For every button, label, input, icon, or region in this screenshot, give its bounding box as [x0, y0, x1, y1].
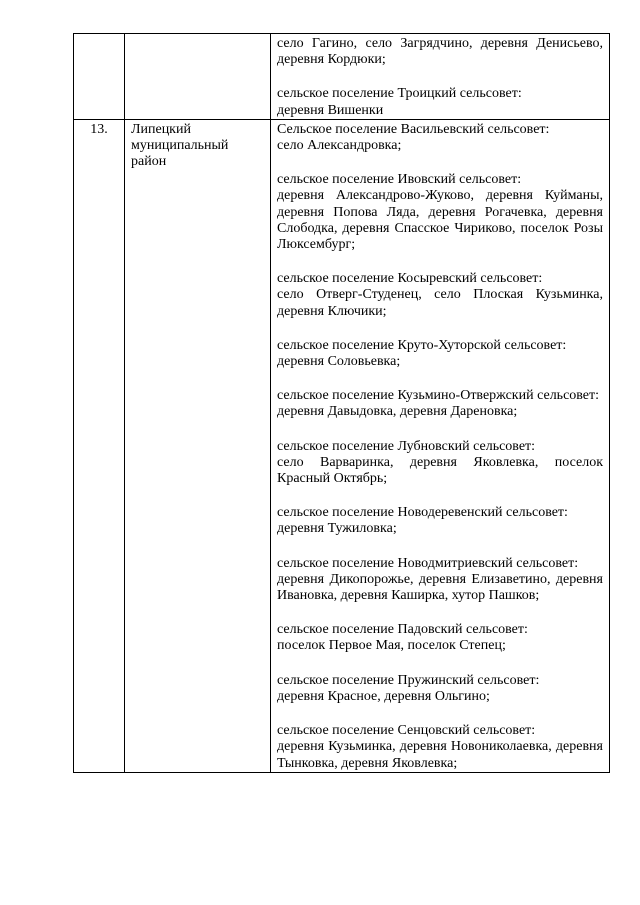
settlement-list: деревня Александрово-Жуково, деревня Куйманы, деревня Попова Ляда, деревня Рогачевка, деревня Слободка, деревня Спасское Чириково, поселок Розы Люксембург;: [277, 188, 603, 253]
settlement-heading: сельское поселение Троицкий сельсовет:: [277, 86, 522, 102]
settlement-list: деревня Вишенки: [277, 102, 384, 118]
settlement-block: [277, 673, 603, 705]
settlement-block: [277, 271, 603, 320]
settlements-table: [73, 33, 610, 773]
settlement-heading: сельское поселение Кузьмино-Отвержский сельсовет:: [277, 388, 600, 404]
settlement-block: [277, 122, 603, 154]
settlement-list: деревня Давыдовка, деревня Дареновка;: [277, 404, 518, 420]
settlement-list: поселок Первое Мая, поселок Степец;: [277, 638, 506, 654]
settlement-block: [277, 556, 603, 605]
settlements-cell: [271, 34, 610, 120]
settlement-heading: сельское поселение Новодеревенский сельсовет:: [277, 505, 568, 521]
table-row: [74, 34, 610, 120]
district-name: Липецкий муниципальный район: [125, 119, 271, 772]
settlement-list: село Варваринка, деревня Яковлевка, поселок Красный Октябрь;: [277, 454, 603, 487]
settlement-list: деревня Тужиловка;: [277, 521, 397, 537]
settlement-block: [277, 388, 603, 420]
settlement-heading: сельское поселение Сенцовский сельсовет:: [277, 723, 536, 739]
settlement-list: деревня Красное, деревня Ольгино;: [277, 688, 490, 704]
settlement-list: село Александровка;: [277, 138, 402, 154]
settlement-list: село Гагино, село Загрядчино, деревня Денисьево, деревня Кордюки;: [277, 36, 603, 68]
row-number: 13.: [74, 119, 125, 772]
settlement-block: [277, 338, 603, 370]
settlement-heading: Сельское поселение Васильевский сельсовет:: [277, 121, 550, 137]
settlement-block: [277, 622, 603, 654]
settlement-heading: сельское поселение Пружинский сельсовет:: [277, 672, 540, 688]
settlement-block: [277, 172, 603, 253]
settlement-block: [277, 439, 603, 488]
settlement-heading: сельское поселение Ивовский сельсовет:: [277, 172, 522, 188]
settlement-block: [277, 86, 603, 118]
settlement-list: деревня Дикопорожье, деревня Елизаветино, деревня Ивановка, деревня Каширка, хутор Пашков;: [277, 571, 603, 604]
row-number: [74, 34, 125, 120]
settlement-heading: сельское поселение Падовский сельсовет:: [277, 622, 528, 638]
settlement-list: село Отверг-Студенец, село Плоская Кузьминка, деревня Ключики;: [277, 287, 603, 319]
settlement-block: [277, 723, 603, 772]
settlement-heading: сельское поселение Новодмитриевский сельсовет:: [277, 555, 579, 571]
settlement-block: [277, 36, 603, 68]
settlements-cell: [271, 119, 610, 772]
settlement-heading: сельское поселение Круто-Хуторской сельсовет:: [277, 337, 567, 353]
settlement-list: деревня Кузьминка, деревня Новониколаевка, деревня Тынковка, деревня Яковлевка;: [277, 739, 603, 771]
district-name: [125, 34, 271, 120]
settlement-heading: сельское поселение Лубновский сельсовет:: [277, 438, 536, 454]
settlement-block: [277, 505, 603, 537]
table-row: [74, 119, 610, 772]
settlement-list: деревня Соловьевка;: [277, 354, 401, 370]
settlement-heading: сельское поселение Косыревский сельсовет:: [277, 271, 543, 287]
